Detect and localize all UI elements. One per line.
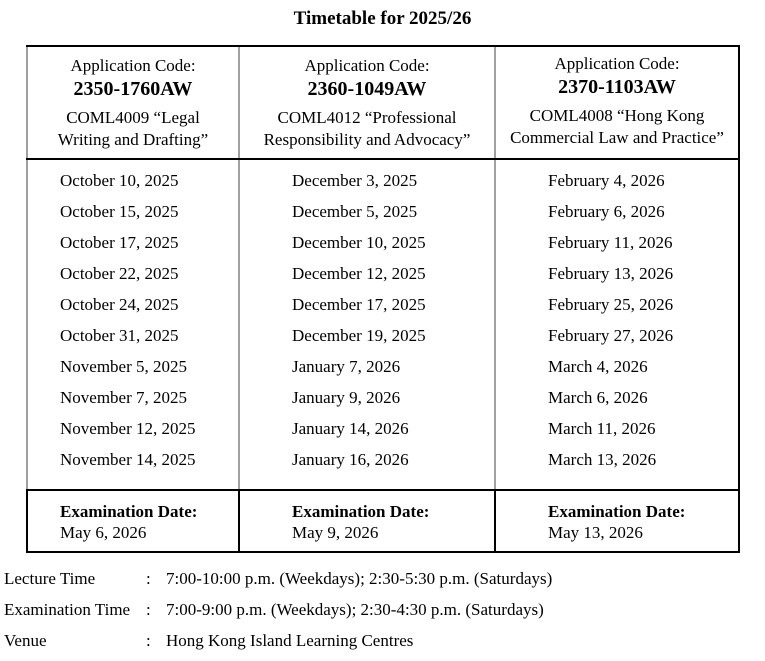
examination-row [26, 491, 740, 553]
application-code-label: Application Code: [304, 56, 430, 75]
lecture-date: March 4, 2026 [548, 357, 648, 376]
lecture-date: November 7, 2025 [60, 388, 188, 407]
course-header [26, 47, 238, 158]
examination-date-label: Examination Date: [548, 502, 686, 521]
course-title-line: COML4009 “Legal [66, 108, 200, 127]
examination-date-label: Examination Date: [60, 502, 198, 521]
info-value: Hong Kong Island Learning Centres [166, 631, 414, 650]
page-title: Timetable for 2025/26 [293, 8, 472, 29]
lecture-time-info [4, 568, 552, 590]
lecture-date: February 11, 2026 [548, 233, 673, 252]
application-code-label: Application Code: [70, 56, 196, 75]
lecture-date: December 19, 2025 [292, 326, 426, 345]
lecture-date: December 10, 2025 [292, 233, 426, 252]
lecture-dates-column [238, 160, 494, 489]
examination-cell [238, 491, 494, 551]
course-header [494, 47, 740, 158]
lecture-date: October 24, 2025 [60, 295, 179, 314]
application-code: 2360-1049AW [307, 78, 427, 100]
lecture-dates-row [26, 160, 740, 491]
lecture-date: December 17, 2025 [292, 295, 426, 314]
course-title-line: Responsibility and Advocacy” [263, 130, 471, 149]
lecture-date: February 6, 2026 [548, 202, 665, 221]
info-key: Venue [4, 631, 47, 650]
lecture-date: January 9, 2026 [292, 388, 401, 407]
examination-time-info [4, 599, 544, 621]
examination-cell [494, 491, 740, 551]
course-title-line: COML4012 “Professional [277, 108, 457, 127]
timetable [26, 45, 740, 553]
lecture-date: March 11, 2026 [548, 419, 656, 438]
examination-date: May 6, 2026 [60, 523, 147, 542]
header-row [26, 45, 740, 160]
examination-date: May 9, 2026 [292, 523, 379, 542]
course-title-line: Commercial Law and Practice” [510, 128, 724, 147]
lecture-date: December 5, 2025 [292, 202, 418, 221]
lecture-date: March 6, 2026 [548, 388, 648, 407]
course-header [238, 47, 494, 158]
lecture-date: January 16, 2026 [292, 450, 409, 469]
lecture-date: November 5, 2025 [60, 357, 188, 376]
lecture-date: October 22, 2025 [60, 264, 179, 283]
lecture-date: October 15, 2025 [60, 202, 179, 221]
application-code: 2370-1103AW [558, 76, 676, 98]
lecture-date: December 3, 2025 [292, 171, 418, 190]
lecture-date: October 31, 2025 [60, 326, 179, 345]
lecture-date: November 14, 2025 [60, 450, 196, 469]
info-value: 7:00-9:00 p.m. (Weekdays); 2:30-4:30 p.m. (Saturdays) [166, 600, 544, 619]
examination-cell [26, 491, 238, 551]
info-key: Examination Time [4, 600, 131, 619]
lecture-date: February 13, 2026 [548, 264, 674, 283]
lecture-dates-column [494, 160, 740, 489]
application-code-label: Application Code: [554, 54, 680, 73]
lecture-date: October 17, 2025 [60, 233, 179, 252]
info-separator: : [146, 600, 151, 619]
info-separator: : [146, 631, 151, 650]
course-title [28, 107, 238, 151]
examination-date: May 13, 2026 [548, 523, 643, 542]
application-code: 2350-1760AW [73, 78, 193, 100]
lecture-date: December 12, 2025 [292, 264, 426, 283]
lecture-date: February 4, 2026 [548, 171, 665, 190]
lecture-date: March 13, 2026 [548, 450, 657, 469]
course-title-line: COML4008 “Hong Kong [529, 106, 705, 125]
examination-date-label: Examination Date: [292, 502, 430, 521]
info-separator: : [146, 569, 151, 588]
lecture-date: January 7, 2026 [292, 357, 401, 376]
info-value: 7:00-10:00 p.m. (Weekdays); 2:30-5:30 p.m. (Saturdays) [166, 569, 553, 588]
course-title [496, 105, 738, 149]
lecture-date: January 14, 2026 [292, 419, 409, 438]
lecture-date: February 27, 2026 [548, 326, 674, 345]
lecture-dates-column [26, 160, 238, 489]
lecture-date: October 10, 2025 [60, 171, 179, 190]
lecture-date: November 12, 2025 [60, 419, 196, 438]
course-title-line: Writing and Drafting” [57, 130, 209, 149]
info-key: Lecture Time [4, 569, 96, 588]
lecture-date: February 25, 2026 [548, 295, 674, 314]
course-title [240, 107, 494, 151]
venue-info [4, 630, 413, 652]
